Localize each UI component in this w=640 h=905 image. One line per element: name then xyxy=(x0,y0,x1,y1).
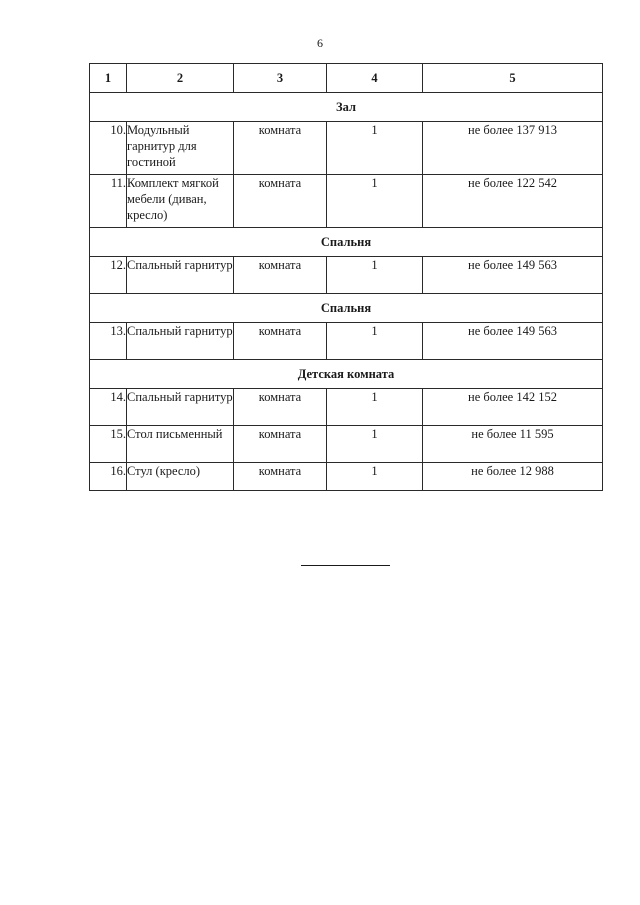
table-row xyxy=(90,175,603,228)
item-name: Модульный гарнитур для гостиной xyxy=(127,122,234,175)
price-cell: не более 11 595 xyxy=(423,426,603,463)
row-number: 15. xyxy=(90,426,127,463)
section-title: Спальня xyxy=(90,228,603,257)
quantity-cell: 1 xyxy=(327,426,423,463)
unit-cell: комната xyxy=(234,463,327,491)
header-col-1: 1 xyxy=(90,64,127,93)
unit-cell: комната xyxy=(234,122,327,175)
quantity-cell: 1 xyxy=(327,122,423,175)
section-row xyxy=(90,294,603,323)
price-cell: не более 12 988 xyxy=(423,463,603,491)
page-number: 6 xyxy=(317,36,323,50)
quantity-cell: 1 xyxy=(327,257,423,294)
table-row xyxy=(90,426,603,463)
row-number: 12. xyxy=(90,257,127,294)
price-cell: не более 122 542 xyxy=(423,175,603,228)
row-number: 11. xyxy=(90,175,127,228)
table-row xyxy=(90,323,603,360)
row-number: 10. xyxy=(90,122,127,175)
header-col-4: 4 xyxy=(327,64,423,93)
unit-cell: комната xyxy=(234,175,327,228)
table-row xyxy=(90,122,603,175)
item-name: Стул (кресло) xyxy=(127,463,234,491)
quantity-cell: 1 xyxy=(327,323,423,360)
unit-cell: комната xyxy=(234,426,327,463)
table-header-row xyxy=(90,64,603,93)
item-name: Спальный гарнитур xyxy=(127,257,234,294)
item-name: Спальный гарнитур xyxy=(127,389,234,426)
quantity-cell: 1 xyxy=(327,389,423,426)
item-name: Стол письменный xyxy=(127,426,234,463)
end-divider-line xyxy=(301,565,390,566)
price-cell: не более 142 152 xyxy=(423,389,603,426)
item-name: Комплект мягкой мебели (диван, кресло) xyxy=(127,175,234,228)
header-col-5: 5 xyxy=(423,64,603,93)
table-row xyxy=(90,257,603,294)
item-name: Спальный гарнитур xyxy=(127,323,234,360)
quantity-cell: 1 xyxy=(327,175,423,228)
section-row xyxy=(90,228,603,257)
quantity-cell: 1 xyxy=(327,463,423,491)
section-title: Зал xyxy=(90,93,603,122)
table-row xyxy=(90,463,603,491)
unit-cell: комната xyxy=(234,323,327,360)
row-number: 16. xyxy=(90,463,127,491)
header-col-3: 3 xyxy=(234,64,327,93)
section-row xyxy=(90,360,603,389)
header-col-2: 2 xyxy=(127,64,234,93)
specification-table xyxy=(89,63,603,491)
price-cell: не более 149 563 xyxy=(423,257,603,294)
price-cell: не более 149 563 xyxy=(423,323,603,360)
unit-cell: комната xyxy=(234,389,327,426)
row-number: 13. xyxy=(90,323,127,360)
table-row xyxy=(90,389,603,426)
price-cell: не более 137 913 xyxy=(423,122,603,175)
row-number: 14. xyxy=(90,389,127,426)
section-title: Детская комната xyxy=(90,360,603,389)
section-row xyxy=(90,93,603,122)
unit-cell: комната xyxy=(234,257,327,294)
section-title: Спальня xyxy=(90,294,603,323)
